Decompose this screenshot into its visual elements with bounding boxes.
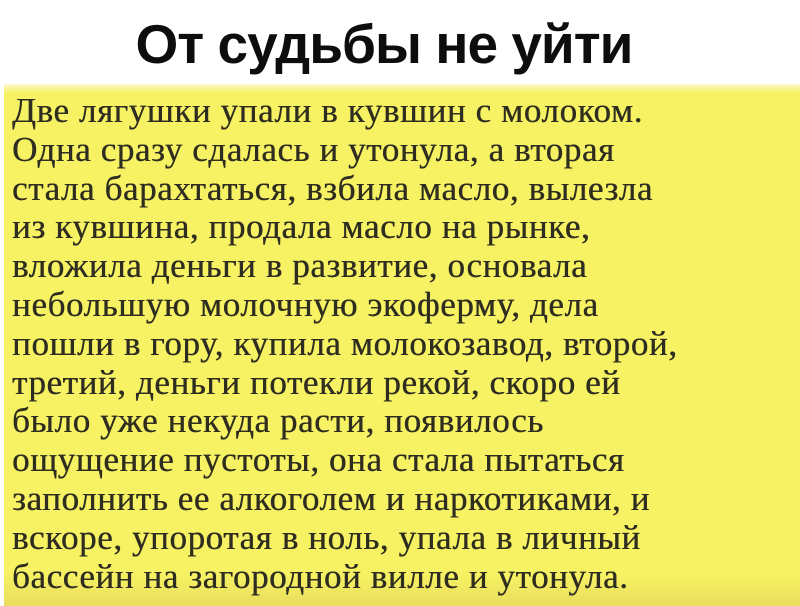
story-line: небольшую молочную экоферму, дела (12, 284, 599, 324)
story-line: пошли в гору, купила молокозавод, второй, (12, 323, 678, 363)
story-line: ощущение пустоты, она стала пытаться (12, 440, 625, 480)
story-line: Две лягушки упали в кувшин с молоком. (12, 91, 643, 130)
story-line: третий, деньги потекли рекой, скоро ей (12, 362, 621, 402)
story-line: вложила деньги в развитие, основала (12, 246, 588, 286)
story-line: стала барахтаться, взбила масло, вылезла (12, 168, 653, 208)
story-line: Одна сразу сдалась и утонула, а вторая (12, 129, 615, 169)
title-bar (0, 0, 800, 84)
story-line: из кувшина, продала масло на рынке, (12, 207, 591, 247)
page-title: От судьбы не уйти (135, 13, 633, 75)
story-line: вскоре, упоротая в ноль, упала в личный (12, 517, 641, 557)
story-line: было уже некуда расти, появилось (12, 401, 544, 441)
story-line: бассейн на загородной вилле и утонула. (12, 556, 629, 596)
story-text-panel (4, 84, 800, 606)
story-line: заполнить ее алкоголем и наркотиками, и (12, 478, 650, 518)
